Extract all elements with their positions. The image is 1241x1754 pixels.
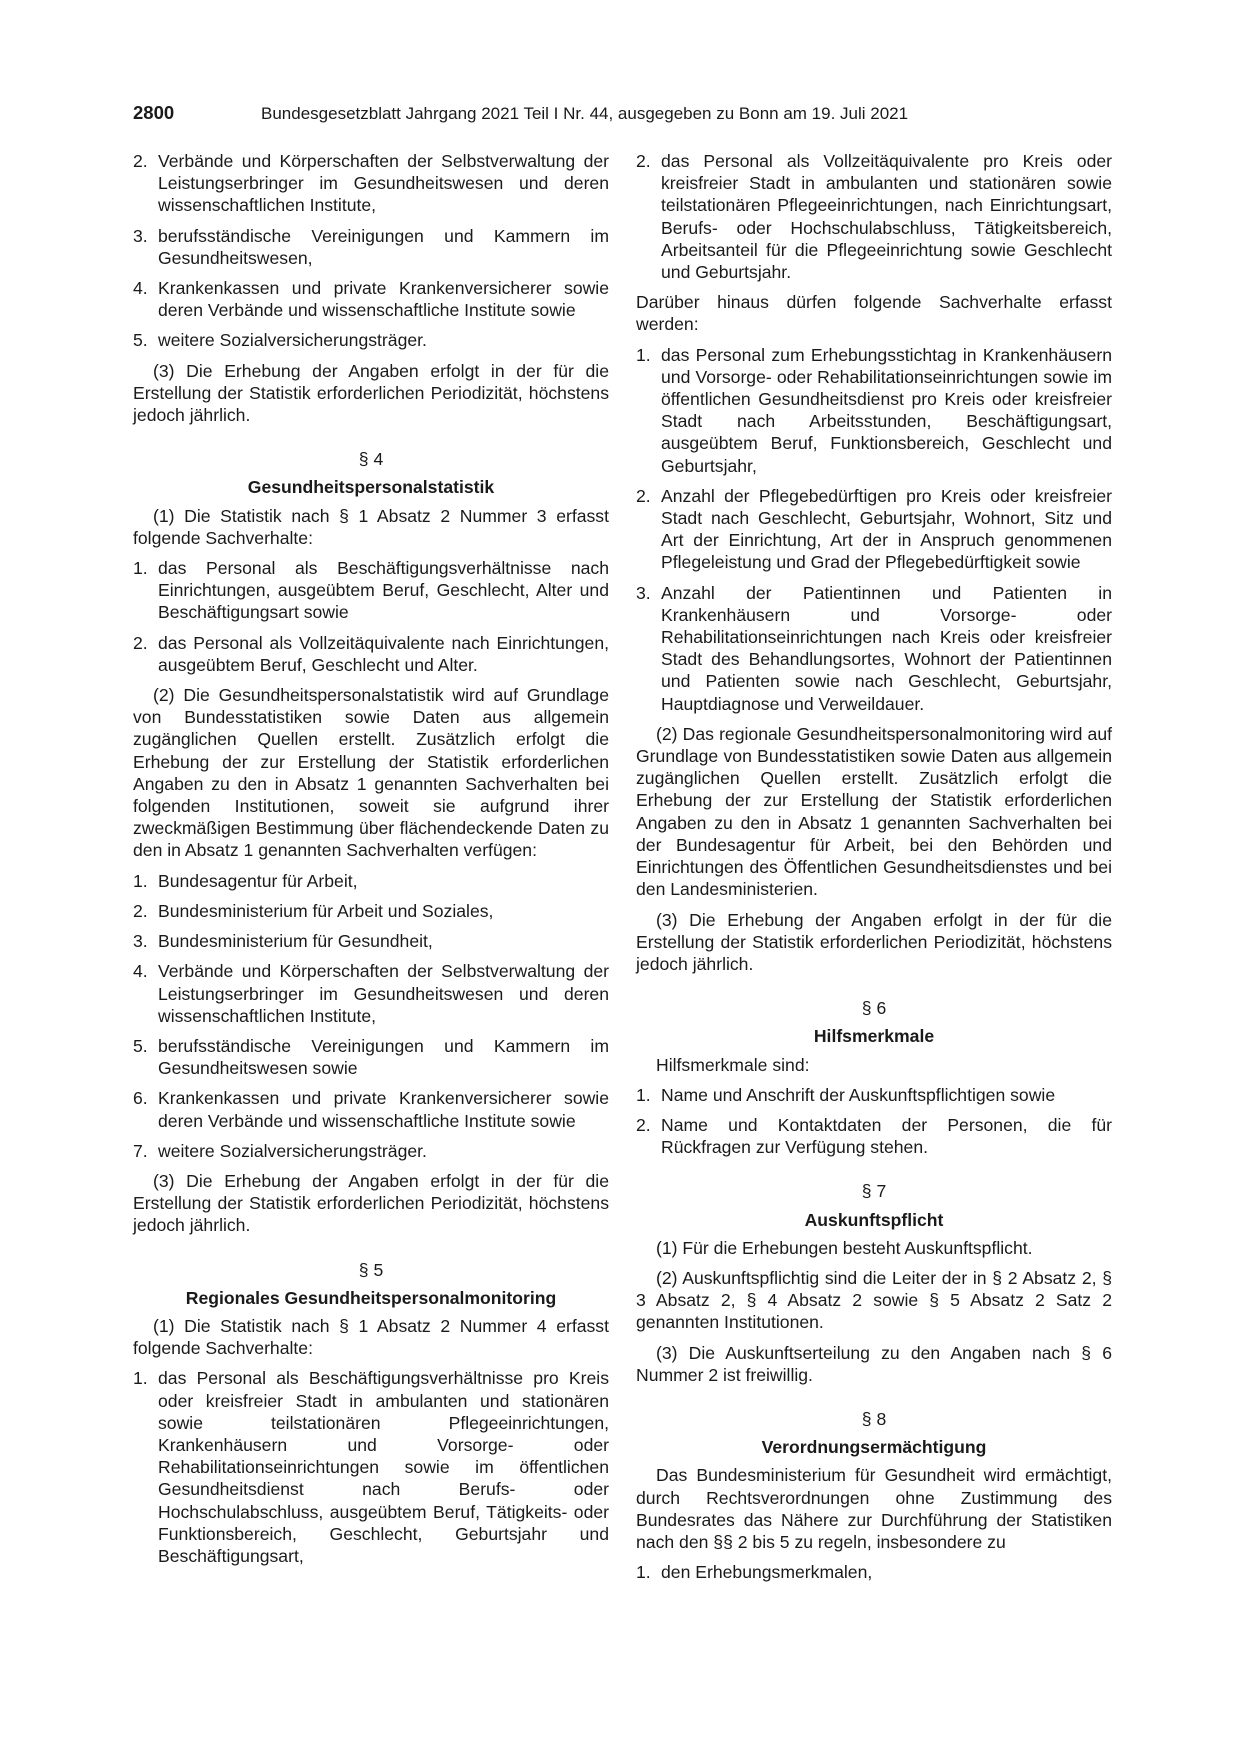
item-text: das Personal als Beschäftigungsverhältnisse nach Einrichtungen, ausgeübtem Beruf, Geschlecht, Alter und Beschäftigungsart sowie [158,558,609,623]
list-item [636,582,1112,715]
item-number: 3. [636,582,651,603]
list-item [133,1367,609,1567]
item-number: 4. [133,278,148,299]
section-title: Gesundheitspersonalstatistik [247,477,495,498]
left-column [133,150,609,1575]
list-item [636,344,1112,477]
item-number: 3. [133,931,148,952]
item-text: berufsständische Vereinigungen und Kammern im Gesundheitswesen sowie [158,1035,609,1079]
item-text: Anzahl der Pflegebedürftigen pro Kreis oder kreisfreier Stadt nach Geschlecht, Geburtsjahr, Wohnort, Sitz und Art der Einrichtung, Art der in Anspruch genommenen Pflegeleistung und Grad der Pflegebedürftigkeit sowie [661,485,1112,573]
section-title: Hilfsmerkmale [813,1026,935,1047]
item-number: 2. [133,900,148,921]
item-text: das Personal als Vollzeitäquivalente nach Einrichtungen, ausgeübtem Beruf, Geschlecht und Alter. [158,632,609,675]
paragraph: (3) Die Erhebung der Angaben erfolgt in der für die Erstellung der Statistik erforderlichen Periodizität, höchstens jedoch jährlich. [133,360,609,426]
right-column [636,150,1112,1591]
item-text: das Personal als Beschäftigungsverhältnisse pro Kreis oder kreisfreier Stadt in ambulanten und stationären sowie teilstationären Pflegeeinrichtungen, Krankenhäusern und Vorsorge- oder Rehabilitationseinrichtungen sowie im öffentlichen Gesundheitsdienst nach Berufs- oder Hochschulabschluss, ausgeübtem Beruf, Tätigkeits- oder Funktionsbereich, Geschlecht, Geburtsjahr und Beschäftigungsart, [158,1368,609,1566]
item-number: 1. [636,1084,651,1105]
item-text: den Erhebungsmerkmalen, [661,1562,873,1583]
item-text: Bundesministerium für Arbeit und Soziales, [158,900,494,921]
list-item [133,1140,609,1162]
list-item [133,150,609,217]
item-text: Krankenkassen und private Krankenversicherer sowie deren Verbände und wissenschaftliche Institute sowie [158,1088,609,1131]
item-number: 2. [636,1114,651,1135]
list-item [133,960,609,1027]
item-number: 2. [133,151,148,171]
list-item [133,870,609,892]
item-text: das Personal zum Erhebungsstichtag in Krankenhäusern und Vorsorge- oder Rehabilitationseinrichtungen sowie im öffentlichen Gesundheitsdienst pro Kreis oder kreisfreier Stadt nach Arbeitsstunden, Beschäftigungsart, ausgeübtem Beruf, Funktionsbereich, Geschlecht und Geburtsjahr, [661,344,1112,476]
item-number: 2. [636,151,651,171]
paragraph: Darüber hinaus dürfen folgende Sachverhalte erfasst werden: [636,292,1112,335]
section-number: § 7 [861,1181,887,1202]
item-text: Name und Kontaktdaten der Personen, die für Rückfragen zur Verfügung stehen. [661,1114,1112,1158]
paragraph: (2) Die Gesundheitspersonalstatistik wird auf Grundlage von Bundesstatistiken sowie Daten aus allgemein zugänglichen Quellen erstellt. Zusätzlich erfolgt die Erhebung der zur Erstellung der Statistik erforderlichen Angaben zu den in Absatz 1 genannten Sachverhalten bei folgenden Institutionen, soweit sie aufgrund ihrer zweckmäßigen Bestimmung über flächendeckende Daten zu den in Absatz 1 genannten Sachverhalten verfügen: [133,685,609,861]
header-title: Bundesgesetzblatt Jahrgang 2021 Teil I Nr. 44, ausgegeben zu Bonn am 19. Juli 2021 [261,104,909,123]
item-number: 1. [636,1562,651,1583]
section-title: Auskunftspflicht [804,1209,944,1230]
item-number: 7. [133,1140,148,1161]
list-item [133,930,609,952]
item-text: weitere Sozialversicherungsträger. [158,1140,427,1161]
list-item [133,329,609,351]
paragraph: (1) Für die Erhebungen besteht Auskunftspflicht. [656,1237,1033,1258]
item-text: Bundesministerium für Gesundheit, [158,931,433,952]
paragraph: (3) Die Auskunftserteilung zu den Angaben nach § 6 Nummer 2 ist freiwillig. [636,1342,1112,1385]
list-item [636,485,1112,574]
list-item [133,1035,609,1079]
section-title: Verordnungsermächtigung [761,1437,987,1458]
list-item [133,632,609,676]
item-text: Anzahl der Patientinnen und Patienten in Krankenhäusern und Vorsorge- oder Rehabilitationseinrichtungen nach Kreis oder kreisfreier Stadt des Behandlungsortes, Wohnort der Patientinnen und Patienten sowie nach Geschlecht, Geburtsjahr, Hauptdiagnose und Verweildauer. [661,582,1112,714]
paragraph: (1) Die Statistik nach § 1 Absatz 2 Nummer 4 erfasst folgende Sachverhalte: [133,1315,609,1359]
item-text: Verbände und Körperschaften der Selbstverwaltung der Leistungserbringer im Gesundheitswesen und deren wissenschaftlichen Institute, [158,151,609,216]
list-item [133,900,609,922]
item-number: 3. [133,225,148,246]
item-text: Name und Anschrift der Auskunftspflichtigen sowie [661,1084,1056,1105]
item-text: weitere Sozialversicherungsträger. [158,330,427,351]
paragraph: (3) Die Erhebung der Angaben erfolgt in der für die Erstellung der Statistik erforderlichen Periodizität, höchstens jedoch jährlich. [133,1170,609,1236]
list-item [133,557,609,624]
section-number: § 5 [358,1259,384,1280]
item-number: 5. [133,330,148,351]
paragraph: (1) Die Statistik nach § 1 Absatz 2 Nummer 3 erfasst folgende Sachverhalte: [133,505,609,548]
list-item [636,1561,1112,1583]
paragraph: Hilfsmerkmale sind: [656,1054,810,1075]
paragraph: Das Bundesministerium für Gesundheit wird ermächtigt, durch Rechtsverordnungen ohne Zustimmung des Bundesrates das Nähere zur Durchführung der Statistiken nach den §§ 2 bis 5 zu regeln, insbesondere zu [636,1465,1112,1552]
item-number: 5. [133,1035,148,1056]
item-number: 6. [133,1088,148,1109]
section-number: § 8 [861,1408,887,1429]
item-number: 1. [133,558,148,579]
item-number: 1. [636,344,651,365]
item-text: Verbände und Körperschaften der Selbstverwaltung der Leistungserbringer im Gesundheitswesen und deren wissenschaftlichen Institute, [158,961,609,1026]
list-item [636,150,1112,283]
list-item [133,1087,609,1131]
section-number: § 6 [861,998,887,1019]
item-number: 2. [133,632,148,653]
item-number: 2. [636,485,651,506]
paragraph: (2) Auskunftspflichtig sind die Leiter der in § 2 Absatz 2, § 3 Absatz 2, § 4 Absatz 2 sowie § 5 Absatz 2 Satz 2 genannten Institutionen. [636,1267,1112,1333]
list-item [133,277,609,321]
paragraph: (2) Das regionale Gesundheitspersonalmonitoring wird auf Grundlage von Bundesstatistiken sowie Daten aus allgemein zugänglichen Quellen erstellt. Zusätzlich erfolgt die Erhebung der zur Erstellung der Statistik erforderlichen Angaben zu den in Absatz 1 genannten Sachverhalten bei der Bundesagentur für Arbeit, bei den Behörden und Einrichtungen des Öffentlichen Gesundheitsdienstes und bei den Landesministerien. [636,723,1112,900]
page-header [133,100,1113,126]
list-item [133,225,609,269]
section-number: § 4 [358,449,384,470]
list-item [636,1114,1112,1158]
item-number: 1. [133,1368,148,1389]
item-text: Bundesagentur für Arbeit, [158,870,358,891]
item-text: Krankenkassen und private Krankenversicherer sowie deren Verbände und wissenschaftliche Institute sowie [158,278,609,321]
section-title: Regionales Gesundheitspersonalmonitoring [185,1287,557,1308]
item-text: berufsständische Vereinigungen und Kammern im Gesundheitswesen, [158,225,609,268]
item-number: 4. [133,961,148,982]
list-item [636,1084,1112,1106]
paragraph: (3) Die Erhebung der Angaben erfolgt in der für die Erstellung der Statistik erforderlichen Periodizität, höchstens jedoch jährlich. [636,909,1112,974]
item-number: 1. [133,870,148,891]
page-number: 2800 [133,102,175,123]
item-text: das Personal als Vollzeitäquivalente pro Kreis oder kreisfreier Stadt in ambulanten und stationären sowie teilstationären Pflegeeinrichtungen, nach Einrichtungsart, Berufs- oder Hochschulabschluss, Tätigkeitsbereich, Arbeitsanteil für die Pflegeeinrichtung sowie Geschlecht und Geburtsjahr. [661,151,1112,283]
